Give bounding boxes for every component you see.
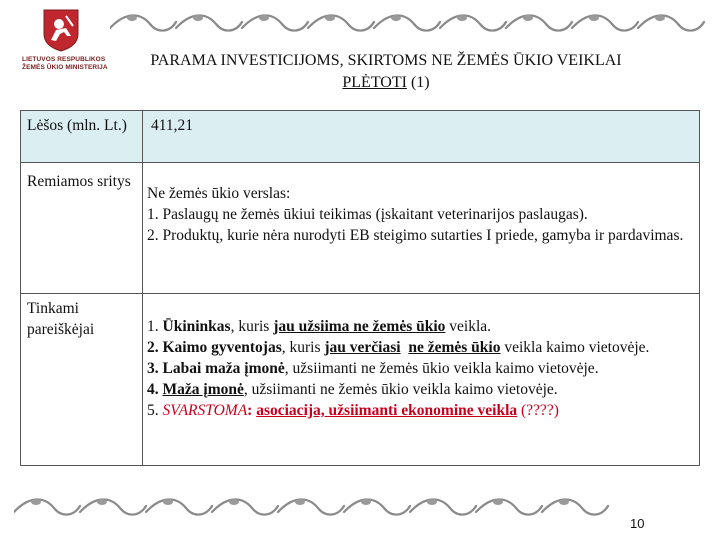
applicant-item: 5. SVARSTOMA: asociacija, užsiimanti ekonomine veikla (????) (147, 402, 559, 419)
title-line-2-suffix: (1) (406, 74, 430, 91)
areas-line: 1. Paslaugų ne žemės ūkiui teikimas (įskaitant veterinarijos paslaugas). (147, 206, 588, 223)
row-label: Tinkami pareiškėjai (21, 294, 143, 466)
areas-line: 2. Produktų, kurie nėra nurodyti EB steigimo sutarties I priede, gamyba ir pardavimas. (147, 227, 684, 244)
title-line-2-underlined: PLĖTOTI (342, 74, 407, 91)
page-number: 10 (630, 516, 645, 531)
table-row (21, 294, 700, 466)
title-line-2 (96, 72, 676, 94)
support-info-table (20, 110, 700, 466)
row-label: Lėšos (mln. Lt.) (21, 111, 143, 163)
table-row (21, 163, 700, 294)
decorative-vine-top-icon (110, 10, 710, 36)
row-label: Remiamos sritys (21, 163, 143, 294)
row-value-areas (143, 163, 700, 294)
ministry-logo (22, 8, 108, 84)
areas-line: Ne žemės ūkio verslas: (147, 185, 291, 202)
coat-of-arms-icon (42, 8, 80, 52)
decorative-vine-bottom-icon (14, 494, 614, 520)
org-line-1: LIETUVOS RESPUBLIKOS (22, 56, 106, 63)
title-line-1: PARAMA INVESTICIJOMS, SKIRTOMS NE ŽEMĖS ŪKIO VEIKLAI (150, 52, 622, 69)
org-line-2: ŽEMĖS ŪKIO MINISTERIJA (22, 64, 108, 71)
row-value-funds (143, 111, 700, 163)
applicant-item: 4. Maža įmonė, užsiimanti ne žemės ūkio veikla kaimo vietovėje. (147, 381, 558, 398)
funds-value: 411,21 (151, 117, 194, 134)
applicant-item: 3. Labai maža įmonė, užsiimanti ne žemės ūkio veikla kaimo vietovėje. (147, 360, 599, 377)
applicant-item: 1. Ūkininkas, kuris jau užsiima ne žemės ūkio veikla. (147, 318, 492, 335)
row-value-applicants (143, 294, 700, 466)
page-title (96, 50, 676, 94)
table-row (21, 111, 700, 163)
applicant-item: 2. Kaimo gyventojas, kuris jau verčiasi ne žemės ūkio veikla kaimo vietovėje. (147, 339, 650, 356)
